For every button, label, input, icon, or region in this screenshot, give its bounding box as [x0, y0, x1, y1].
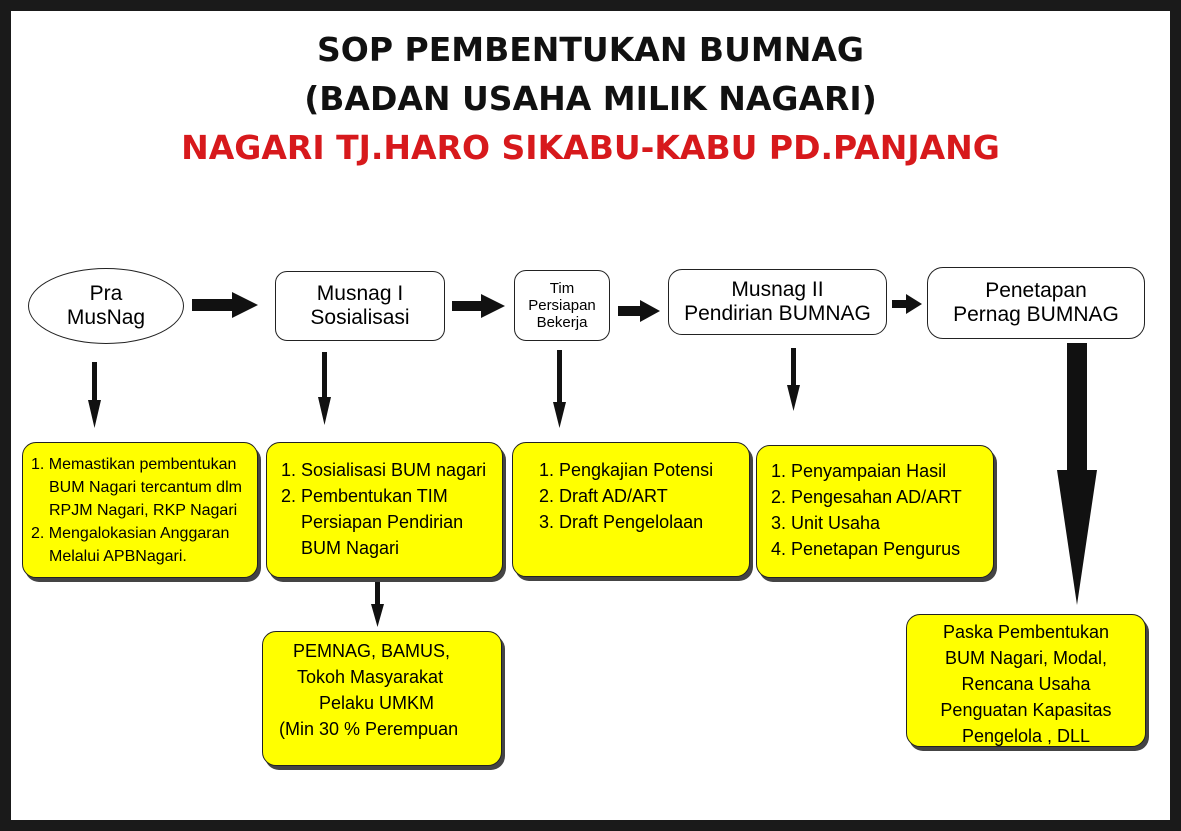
step-tim-line-2: Persiapan [528, 296, 596, 314]
detail-2-item-1: 1. Sosialisasi BUM nagari [281, 460, 487, 480]
arrow-down-1 [88, 362, 101, 428]
step-penetapan-line-2: Pernag BUMNAG [953, 303, 1119, 326]
step-musnag-2-line-2: Pendirian BUMNAG [684, 302, 871, 325]
detail-box-pra-musnag [22, 442, 258, 578]
arrow-right-4 [892, 294, 922, 314]
step-pra-musnag-line-2: MusNag [66, 306, 146, 329]
step-tim-line-1: Tim [549, 279, 575, 297]
detail-4-item-1: 1. Penyampaian Hasil [771, 461, 947, 481]
arrow-down-3 [553, 350, 566, 428]
participants-line-1: PEMNAG, BAMUS, [293, 641, 451, 661]
detail-5-line-3: Rencana Usaha [961, 674, 1091, 694]
detail-4-item-4: 4. Penetapan Pengurus [771, 539, 961, 559]
step-musnag-2 [668, 269, 887, 335]
arrow-down-4 [787, 348, 800, 411]
detail-4-item-2: 2. Pengesahan AD/ART [771, 487, 962, 507]
detail-box-tim-persiapan [512, 442, 750, 577]
detail-4-item-3: 3. Unit Usaha [771, 513, 881, 533]
detail-box-musnag-2 [756, 445, 994, 578]
step-penetapan-line-1: Penetapan [985, 278, 1087, 302]
step-tim-line-3: Bekerja [536, 314, 588, 332]
participants-line-3: Pelaku UMKM [319, 693, 435, 713]
participants-line-4: (Min 30 % Perempuan [279, 719, 459, 739]
title-line-2: (BADAN USAHA MILIK NAGARI) [304, 79, 877, 118]
detail-box-musnag-1 [266, 442, 503, 578]
detail-5-line-4: Penguatan Kapasitas [940, 700, 1112, 720]
detail-1-item-1c: RPJM Nagari, RKP Nagari [49, 502, 238, 519]
step-musnag-1-line-2: Sosialisasi [310, 306, 410, 329]
detail-1-item-1b: BUM Nagari tercantum dlm [49, 479, 242, 496]
arrow-down-5 [371, 578, 384, 627]
detail-3-item-1: 1. Pengkajian Potensi [539, 460, 714, 480]
step-musnag-1-line-1: Musnag I [316, 281, 404, 305]
arrow-right-1 [192, 292, 258, 318]
title-line-1: SOP PEMBENTUKAN BUMNAG [317, 30, 864, 69]
arrow-down-2 [318, 352, 331, 425]
detail-1-item-2: 2. Mengalokasian Anggaran [31, 525, 230, 542]
detail-1-item-1: 1. Memastikan pembentukan [31, 456, 237, 473]
detail-1-item-2b: Melalui APBNagari. [49, 548, 187, 565]
detail-3-item-2: 2. Draft AD/ART [539, 486, 668, 506]
subtitle-nagari: NAGARI TJ.HARO SIKABU-KABU PD.PANJANG [181, 128, 1000, 167]
detail-3-item-3: 3. Draft Pengelolaan [539, 512, 704, 532]
detail-2-item-2b: Persiapan Pendirian [301, 512, 464, 532]
step-penetapan [927, 267, 1145, 339]
detail-5-line-2: BUM Nagari, Modal, [944, 648, 1108, 668]
step-pra-musnag [28, 268, 184, 344]
detail-5-line-5: Pengelola , DLL [961, 726, 1091, 746]
step-musnag-1 [275, 271, 445, 341]
arrow-down-big [1057, 343, 1097, 605]
arrow-right-2 [452, 294, 505, 318]
step-pra-musnag-line-1: Pra [89, 281, 123, 305]
arrow-right-3 [618, 300, 660, 322]
step-musnag-2-line-1: Musnag II [731, 277, 824, 301]
participants-box [262, 631, 502, 766]
detail-5-line-1: Paska Pembentukan [942, 622, 1110, 642]
detail-box-penetapan [906, 614, 1146, 747]
step-tim-persiapan [514, 270, 610, 341]
detail-2-item-2: 2. Pembentukan TIM [281, 486, 448, 506]
detail-2-item-2c: BUM Nagari [301, 538, 400, 558]
participants-line-2: Tokoh Masyarakat [297, 667, 444, 687]
